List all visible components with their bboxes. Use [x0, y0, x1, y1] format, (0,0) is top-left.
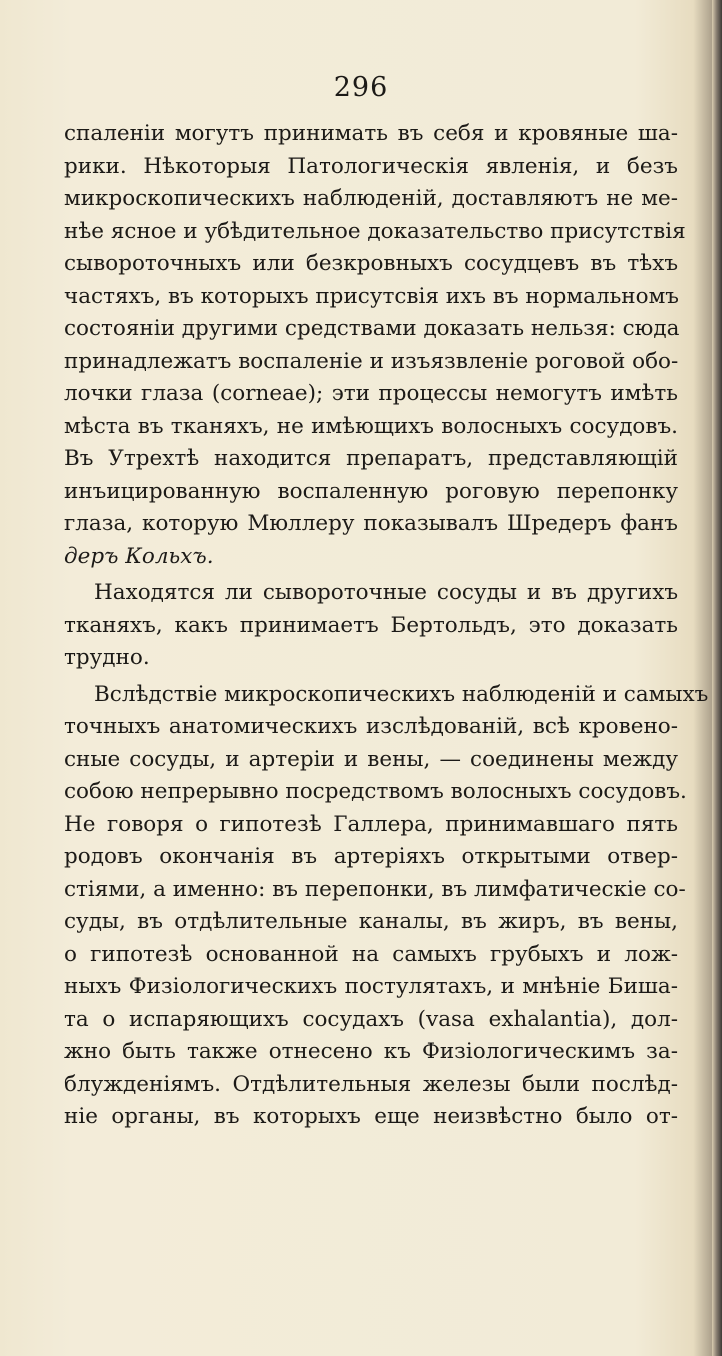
- text-line: блужденіямъ. Отдѣлительныя железы были послѣд-: [64, 1071, 678, 1097]
- text-line: деръ Кольхъ.: [64, 543, 214, 569]
- text-line: микроскопическихъ наблюденій, доставляютъ не ме-: [64, 186, 678, 211]
- text-line: ныхъ Физіологическихъ постулятахъ, и мнѣніе Биша-: [64, 974, 678, 999]
- text-line: мѣста въ тканяхъ, не имѣющихъ волосныхъ сосудовъ.: [64, 413, 678, 439]
- text-line: состояніи другими средствами доказать нельзя: сюда: [64, 316, 680, 341]
- text-line: нѣе ясное и убѣдительное доказательство присутствія: [64, 218, 686, 244]
- text-line: рики. Нѣкоторыя Патологическія явленія, и безъ: [64, 153, 678, 179]
- text-line: сные сосуды, и артеріи и вены, — соединены между: [64, 746, 678, 772]
- text-line: собою непрерывно посредствомъ волосныхъ сосудовъ.: [64, 779, 687, 804]
- text-line: Въ Утрехтѣ находится препаратъ, представляющій: [64, 446, 678, 471]
- text-line: принадлежатъ воспаленіе и изъязвленіе роговой обо-: [64, 348, 679, 374]
- text-line: жно быть также отнесено къ Физіологическимъ за-: [64, 1039, 678, 1064]
- text-line: инъицированную воспаленную роговую перепонку: [64, 478, 678, 504]
- book-spine-shadow: [712, 0, 722, 1356]
- text-line: частяхъ, въ которыхъ присутсвія ихъ въ нормальномъ: [64, 283, 679, 309]
- text-line: о гипотезѣ основанной на самыхъ грубыхъ и лож-: [64, 941, 678, 967]
- text-line: суды, въ отдѣлительные каналы, въ жиръ, въ вены,: [64, 909, 678, 934]
- text-line: стіями, а именно: въ перепонки, въ лимфатическіе со-: [64, 876, 686, 902]
- page-number: 296: [333, 72, 389, 103]
- text-line: Не говоря о гипотезѣ Галлера, принимавшаго пять: [64, 811, 678, 837]
- text-line: родовъ окончанія въ артеріяхъ открытыми отвер-: [64, 844, 678, 869]
- text-line: ніе органы, въ которыхъ еще неизвѣстно было от-: [64, 1104, 678, 1129]
- body-text: [64, 118, 709, 1134]
- text-line: трудно.: [64, 645, 150, 670]
- text-line: Находятся ли сывороточные сосуды и въ другихъ: [94, 580, 678, 605]
- text-line: спаленіи могутъ принимать въ себя и кровяные ша-: [64, 121, 678, 146]
- text-line: тканяхъ, какъ принимаетъ Бертольдъ, это доказать: [64, 612, 678, 638]
- text-line: точныхъ анатомическихъ изслѣдованій, всѣ кровено-: [64, 714, 678, 739]
- text-line: лочки глаза (cornеае); эти процессы немогутъ имѣть: [64, 381, 678, 406]
- text-line: сывороточныхъ или безкровныхъ сосудцевъ въ тѣхъ: [64, 251, 678, 276]
- text-line: та о испаряющихъ сосудахъ (vasa exhalantia), дол-: [64, 1006, 678, 1032]
- text-line: глаза, которую Мюллеру показывалъ Шредеръ фанъ: [64, 511, 678, 536]
- text-line: Вслѣдствіе микроскопическихъ наблюденій и самыхъ: [94, 681, 709, 707]
